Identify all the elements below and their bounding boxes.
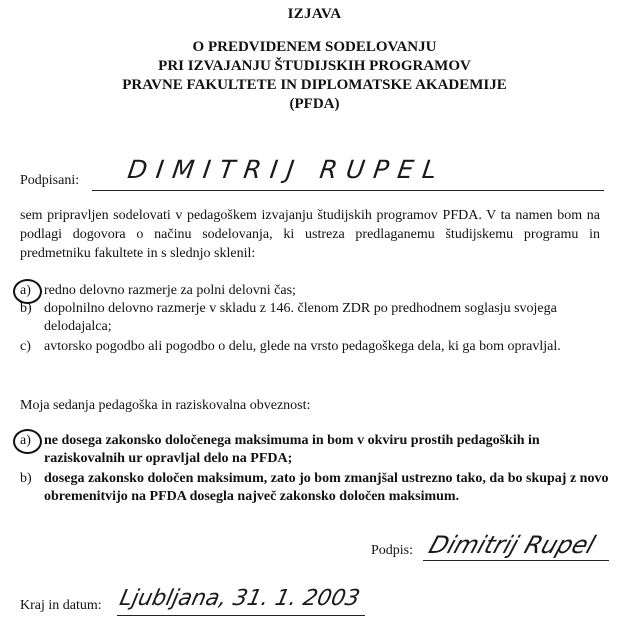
option-circle-mark <box>13 429 42 454</box>
place-date-label: Kraj in datum: <box>20 598 102 613</box>
option-letter: a) <box>20 283 31 298</box>
place-date-line <box>117 615 365 616</box>
obligation-option-b <box>20 470 610 524</box>
option-text: dopolnilno delovno razmerje v skladu z 146. členom ZDR po predhodnem soglasju svojega delodajalca; <box>44 301 557 334</box>
option-letter: b) <box>20 301 32 316</box>
signature-handwritten: Dimitrij Rupel <box>425 531 599 559</box>
signatory-handwritten-name: DIMITRIJ RUPEL <box>125 155 448 184</box>
employment-option-b <box>20 300 610 336</box>
obligation-option-a <box>20 432 610 468</box>
option-letter: a) <box>20 433 31 448</box>
document-subtitle <box>0 38 629 114</box>
option-text: redno delovno razmerje za polni delovni čas; <box>44 283 296 298</box>
intro-paragraph: sem pripravljen sodelovati v pedagoškem izvajanju študijskih programov PFDA. V ta namen bom na podlagi dogovora o načinu sodelovanja, ki ustreza predlaganemu študijskemu programu in predmetniku fakultete in s slednjo sklenil: <box>20 208 600 261</box>
obligation-heading: Moja sedanja pedagoška in raziskovalna obveznost: <box>20 398 311 413</box>
signatory-line <box>92 190 604 191</box>
subtitle-line: O PREDVIDENEM SODELOVANJU <box>192 39 437 55</box>
option-text: ne dosega zakonsko določenega maksimuma in bom v okviru prostih pedagoških in raziskovalnih ur opravljal delo na PFDA; <box>44 433 540 466</box>
signatory-label: Podpisani: <box>20 173 80 188</box>
subtitle-line: (PFDA) <box>289 96 340 112</box>
employment-option-a <box>20 282 610 300</box>
option-letter: b) <box>20 471 32 486</box>
option-text: dosega zakonsko določen maksimum, zato jo bom zmanjšal ustrezno tako, da bo skupaj z novo obremenitvijo na PFDA dosegla največ zakonsko določen maksimum. <box>44 471 609 504</box>
option-text: avtorsko pogodbo ali pogodbo o delu, glede na vrsto pedagoškega dela, ki ga bom opravljal. <box>44 339 561 354</box>
place-date-handwritten: Ljubljana, 31. 1. 2003 <box>117 586 363 611</box>
subtitle-line: PRI IZVAJANJU ŠTUDIJSKIH PROGRAMOV <box>158 58 471 74</box>
subtitle-line: PRAVNE FAKULTETE IN DIPLOMATSKE AKADEMIJE <box>122 77 507 93</box>
signature-label: Podpis: <box>371 543 414 558</box>
option-letter: c) <box>20 339 31 354</box>
document-title: IZJAVA <box>287 6 342 22</box>
signature-line <box>423 560 609 561</box>
employment-option-c <box>20 338 610 374</box>
